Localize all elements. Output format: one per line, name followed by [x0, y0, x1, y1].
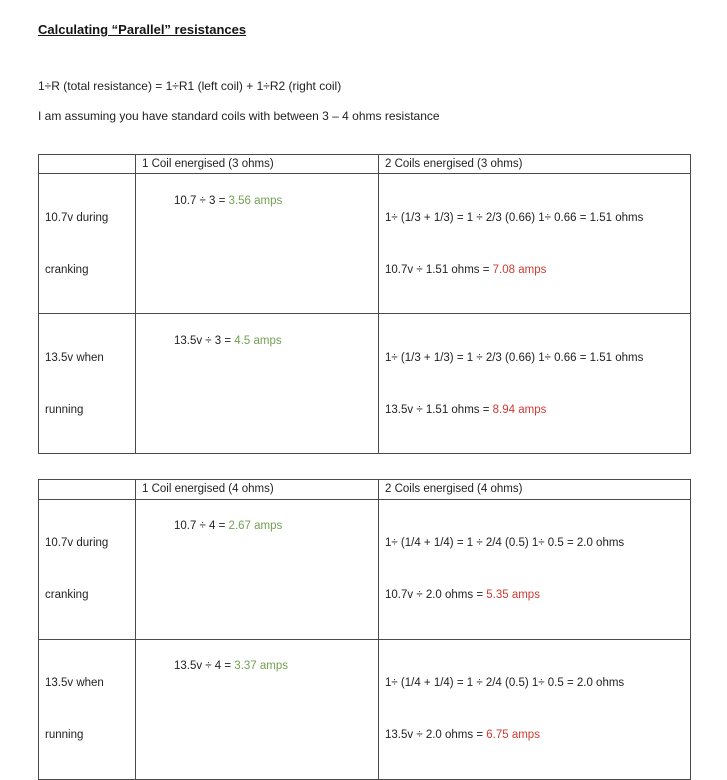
parallel-resistance-formula: 1÷ (1/3 + 1/3) = 1 ÷ 2/3 (0.66) 1÷ 0.66 = 1.51 ohms — [385, 211, 644, 224]
calc-result-amps: 5.35 amps — [486, 588, 540, 601]
row-label-line: 10.7v during — [45, 537, 109, 549]
row-label-line: 10.7v during — [45, 211, 109, 224]
row-label-line: cranking — [45, 263, 89, 276]
calc-expression: 10.7v ÷ 1.51 ohms = — [385, 263, 493, 276]
parallel-resistance-formula: 1÷ (1/4 + 1/4) = 1 ÷ 2/4 (0.5) 1÷ 0.5 = 2.0 ohms — [385, 677, 625, 689]
two-coil-calc-cell — [379, 499, 691, 639]
table-row-cranking — [39, 174, 691, 314]
header-2-coils-3ohms: 2 Coils energised (3 ohms) — [379, 155, 691, 174]
one-coil-calc-cell — [136, 499, 379, 639]
resistance-table-3ohms — [38, 154, 691, 454]
parallel-resistance-formula: 1÷ (1/4 + 1/4) = 1 ÷ 2/4 (0.5) 1÷ 0.5 = 2.0 ohms — [385, 537, 625, 549]
amps-calculation-line — [385, 402, 684, 419]
calc-expression: 13.5v ÷ 2.0 ohms = — [385, 728, 487, 741]
two-coil-calc-cell — [379, 639, 691, 779]
calc-result-amps: 6.75 amps — [486, 728, 540, 741]
resistance-table-4ohms — [38, 479, 691, 779]
calc-expression: 13.5v ÷ 4 = — [173, 659, 235, 672]
two-coil-calc-cell — [379, 174, 691, 314]
row-label-line: 13.5v when — [45, 677, 104, 689]
row-label-cranking — [39, 174, 136, 314]
row-label-running — [39, 314, 136, 454]
calc-expression: 10.7 ÷ 4 = — [173, 519, 229, 532]
calc-result-amps: 7.08 amps — [492, 263, 547, 276]
parallel-resistance-formula: 1÷ (1/3 + 1/3) = 1 ÷ 2/3 (0.66) 1÷ 0.66 = 1.51 ohms — [385, 351, 644, 364]
header-2-coils-4ohms: 2 Coils energised (4 ohms) — [379, 480, 691, 499]
calc-expression: 10.7 ÷ 3 = — [173, 194, 229, 207]
row-label-line: running — [45, 403, 84, 416]
header-1-coil-3ohms: 1 Coil energised (3 ohms) — [136, 155, 379, 174]
calc-expression: 13.5v ÷ 3 = — [173, 334, 235, 347]
one-coil-calc-cell — [136, 639, 379, 779]
amps-calculation-line — [385, 262, 684, 279]
row-label-line: cranking — [45, 588, 89, 601]
amps-calculation-line — [385, 587, 684, 604]
header-corner-cell — [39, 480, 136, 499]
two-coil-calc-cell — [379, 314, 691, 454]
page-title: Calculating “Parallel” resistances — [38, 22, 247, 37]
row-label-line: running — [45, 728, 84, 741]
calc-result-amps: 2.67 amps — [228, 519, 283, 532]
one-coil-calc-cell — [136, 314, 379, 454]
table-header-row — [39, 480, 691, 499]
one-coil-calc-cell — [136, 174, 379, 314]
row-label-running — [39, 639, 136, 779]
row-label-line: 13.5v when — [45, 351, 104, 364]
table-header-row — [39, 155, 691, 174]
header-corner-cell — [39, 155, 136, 174]
table-row-running — [39, 639, 691, 779]
calc-result-amps: 3.56 amps — [228, 194, 283, 207]
calc-result-amps: 4.5 amps — [234, 334, 282, 347]
header-1-coil-4ohms: 1 Coil energised (4 ohms) — [136, 480, 379, 499]
calc-result-amps: 3.37 amps — [234, 659, 288, 672]
table-row-running — [39, 314, 691, 454]
row-label-cranking — [39, 499, 136, 639]
intro-assumption-text: I am assuming you have standard coils with between 3 – 4 ohms resistance — [38, 109, 440, 123]
calc-expression: 13.5v ÷ 1.51 ohms = — [385, 403, 493, 416]
calc-expression: 10.7v ÷ 2.0 ohms = — [385, 588, 487, 601]
intro-formula-text: 1÷R (total resistance) = 1÷R1 (left coil) + 1÷R2 (right coil) — [38, 79, 342, 93]
table-row-cranking — [39, 499, 691, 639]
amps-calculation-line — [385, 727, 684, 744]
calc-result-amps: 8.94 amps — [492, 403, 547, 416]
